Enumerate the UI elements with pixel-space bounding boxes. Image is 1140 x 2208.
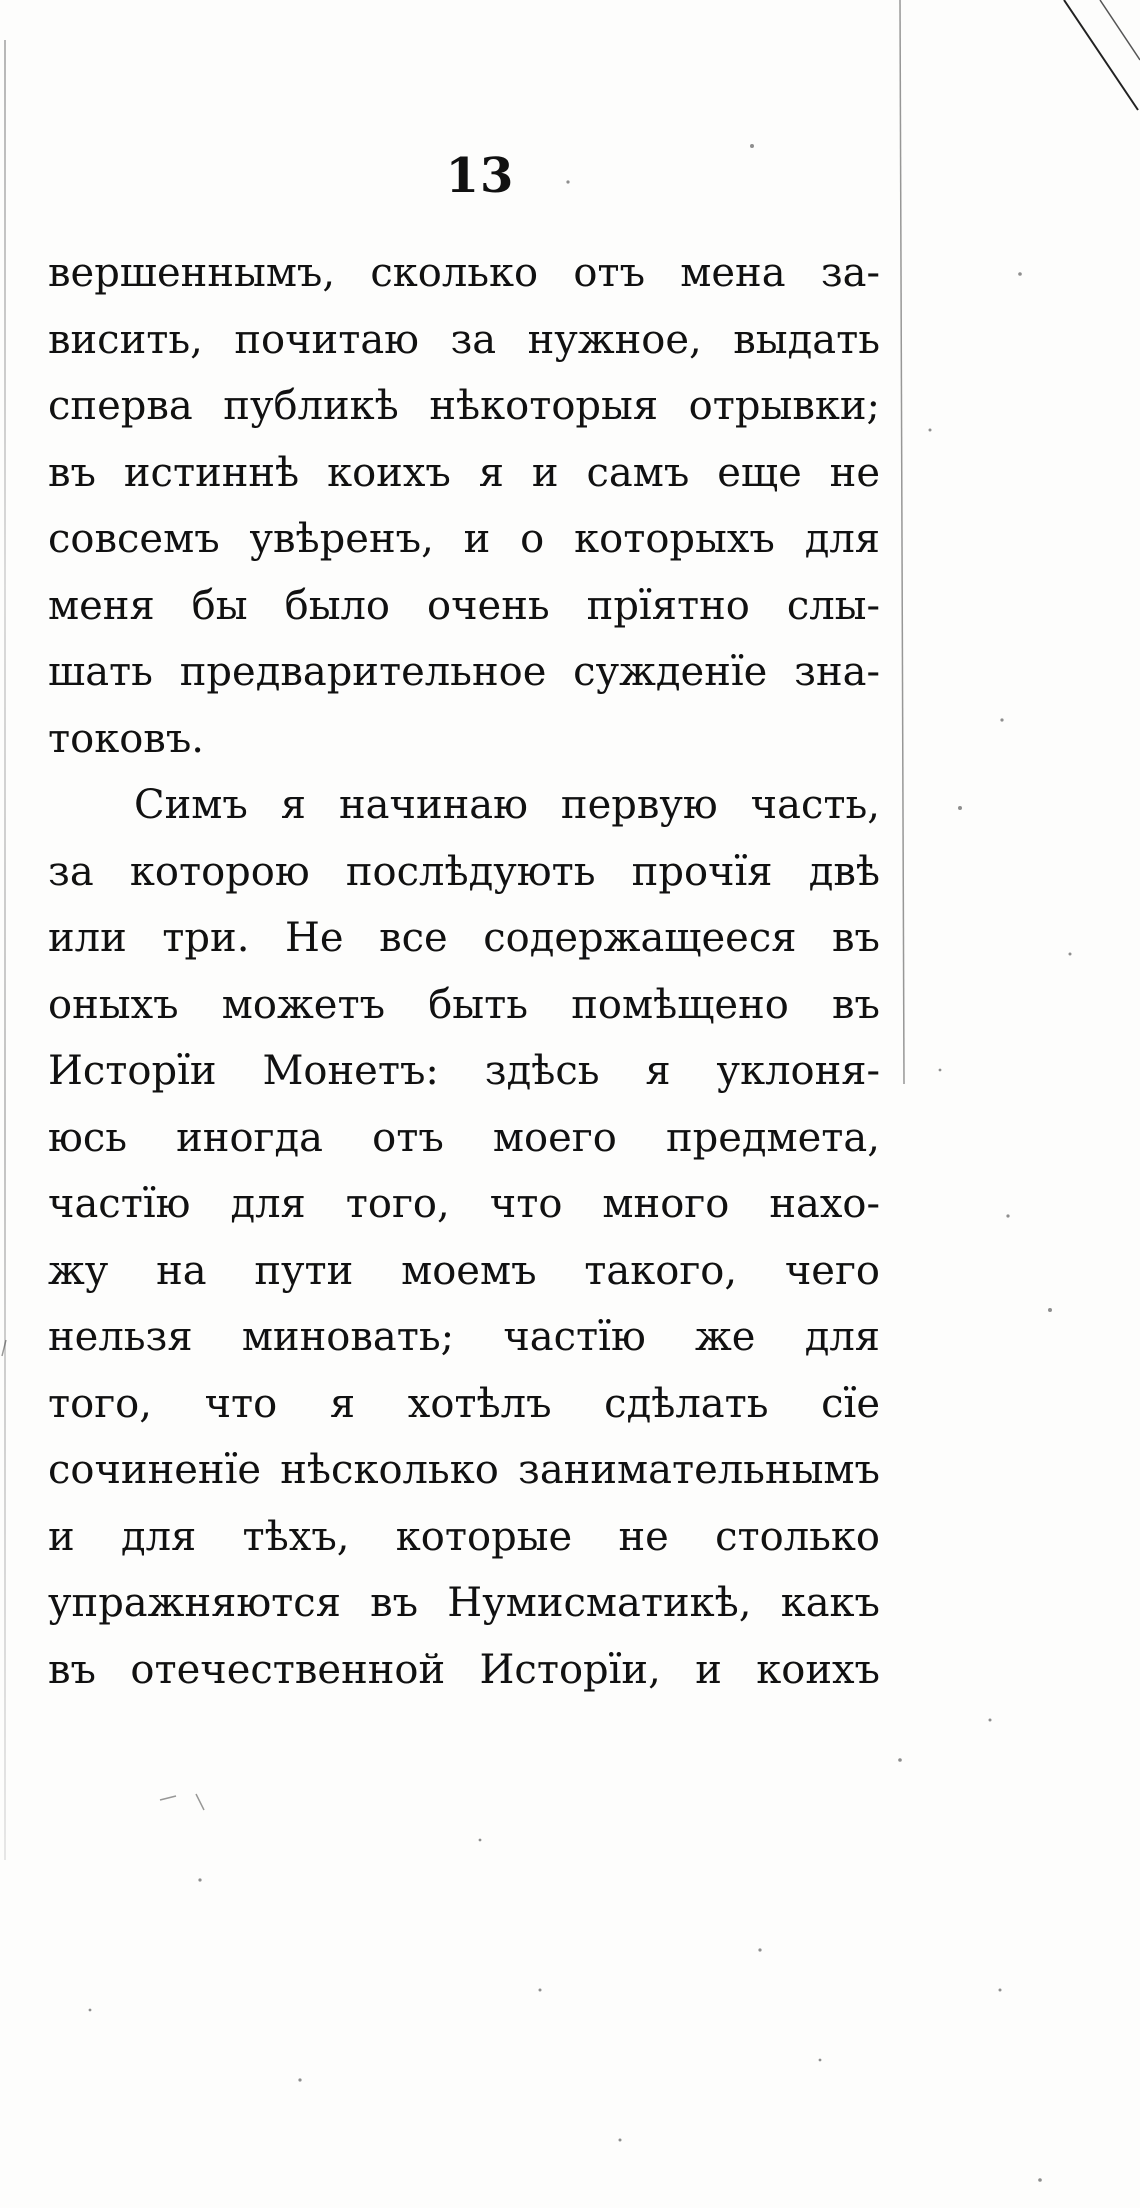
text-line: упражняются въ Нумисматикѣ, какъ — [48, 1580, 880, 1626]
page-number: 13 — [445, 148, 515, 204]
text-line: оныхъ можетъ быть помѣщено въ — [48, 981, 880, 1028]
text-line: частїю для того, что много нахо- — [48, 1181, 880, 1227]
text-line: въ истиннѣ коихъ я и самъ еще не — [48, 449, 880, 496]
text-line: жу на пути моемъ такого, чего — [48, 1247, 880, 1294]
text-line: шать предварительное сужденїе зна- — [48, 649, 880, 695]
text-line: нельзя миновать; частїю же для — [48, 1314, 880, 1360]
text-line: Симъ я начинаю первую часть, — [134, 782, 880, 828]
text-line: совсемъ увѣренъ, и о которыхъ для — [48, 516, 880, 562]
page-edge-shadow — [4, 40, 6, 1860]
text-line: вершеннымъ, сколько отъ мена за- — [48, 250, 880, 296]
text-line: того, что я хотѣлъ сдѣлать сїе — [48, 1380, 880, 1427]
text-line: юсь иногда отъ моего предмета, — [48, 1114, 880, 1161]
text-line: меня бы было очень прїятно слы- — [48, 582, 880, 629]
text-line: токовъ. — [48, 715, 204, 762]
text-line: Исторїи Монетъ: здѣсь я уклоня- — [48, 1048, 880, 1094]
text-line: за которою послѣдують прочїя двѣ — [48, 848, 880, 895]
text-line: и для тѣхъ, которые не столько — [48, 1513, 880, 1560]
text-line: висить, почитаю за нужное, выдать — [48, 316, 880, 363]
text-line: сперва публикѣ нѣкоторыя отрывки; — [48, 383, 880, 429]
text-line: въ отечественной Исторїи, и коихъ — [48, 1646, 880, 1693]
text-line: сочиненїе нѣсколько занимательнымъ — [48, 1447, 880, 1493]
text-line: или три. Не все содержащееся въ — [48, 915, 880, 961]
body-text — [48, 240, 880, 1703]
page-corner-fold — [1040, 0, 1140, 120]
